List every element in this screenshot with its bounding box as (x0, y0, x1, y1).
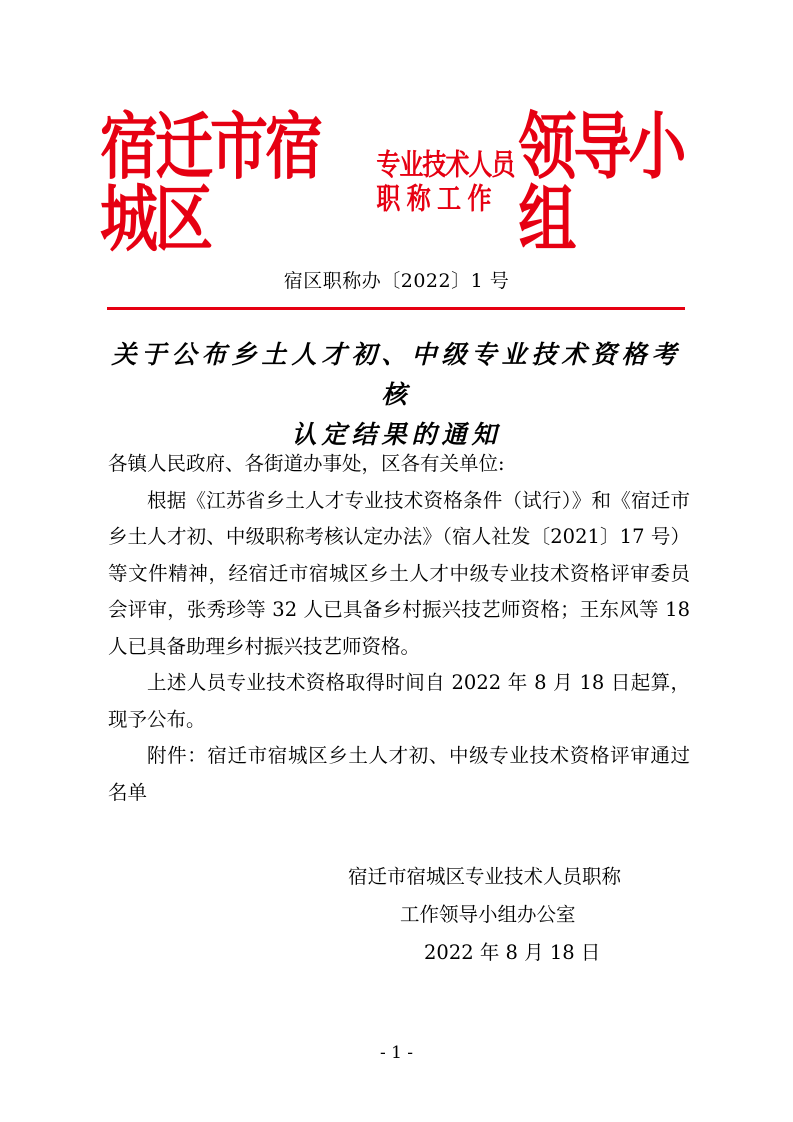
page-number: - 1 - (379, 1043, 414, 1063)
header-stack (376, 150, 514, 216)
header-part2: 领导小组 (518, 104, 684, 262)
header-part1: 宿迁市宿城区 (100, 104, 321, 262)
paragraph-1: 根据《江苏省乡土人才专业技术资格条件（试行）》和《宿迁市乡土人才初、中级职称考核认定办法》（宿人社发〔2021〕17 号）等文件精神，经宿迁市宿城区乡土人才中级专业技术资格评审委员会评审，张秀珍等 32 人已具备乡村振兴技艺师资格；王东风等 18 人已具备助理乡村振兴技艺师资格。 (108, 488, 690, 658)
attachment-note: 附件：宿迁市宿城区乡土人才初、中级专业技术资格评审通过名单 (108, 744, 690, 804)
signature-line1: 宿迁市宿城区专业技术人员职称 (348, 865, 622, 888)
signature-date: 2022 年 8 月 18 日 (424, 941, 601, 964)
document-body (108, 446, 690, 811)
header-stack-line1: 专业技术人员 (376, 148, 515, 183)
issuing-authority-header (100, 104, 700, 262)
document-title (100, 335, 693, 455)
header-stack-line2: 职 称 工 作 (376, 181, 491, 216)
signature-block (300, 858, 700, 972)
signature-line2: 工作领导小组办公室 (400, 903, 576, 926)
title-line2: 认定结果的通知 (291, 420, 502, 449)
document-number: 宿区职称办〔2022〕1 号 (283, 270, 510, 292)
red-divider-line (107, 307, 685, 310)
salutation: 各镇人民政府、各街道办事处，区各有关单位: (108, 452, 505, 475)
paragraph-2: 上述人员专业技术资格取得时间自 2022 年 8 月 18 日起算，现予公布。 (108, 671, 690, 731)
title-line1: 关于公布乡土人才初、中级专业技术资格考核 (111, 340, 682, 409)
